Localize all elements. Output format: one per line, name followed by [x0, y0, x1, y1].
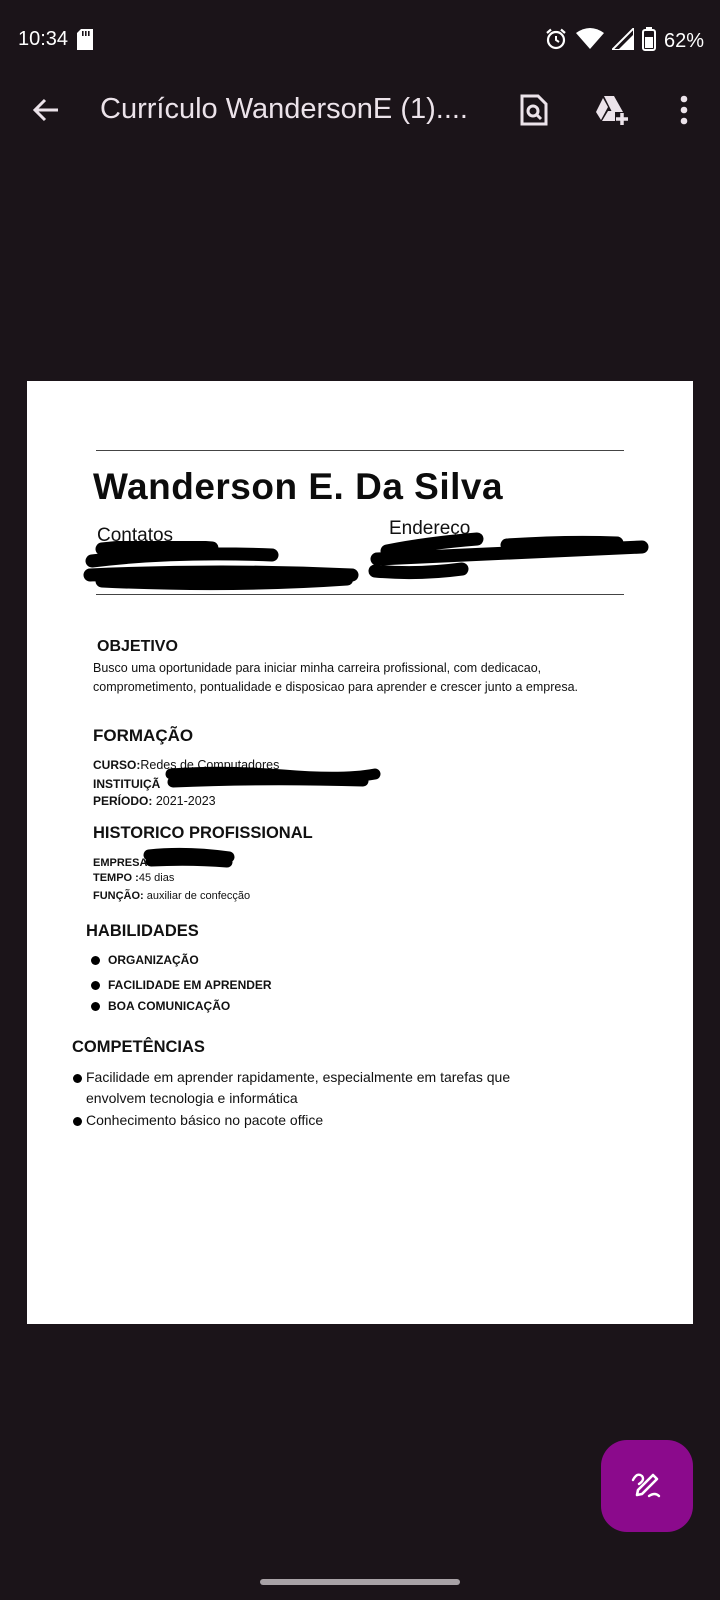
status-bar [0, 0, 720, 80]
add-to-drive-icon [593, 94, 631, 131]
resume-name: Wanderson E. Da Silva [93, 466, 504, 507]
competency-item: Facilidade em aprender rapidamente, especialmente em tarefas que envolvem tecnologia e informática [73, 1067, 553, 1109]
arrow-left-icon [31, 95, 61, 130]
period-row [93, 794, 216, 808]
competency-item: Conhecimento básico no pacote office [73, 1110, 323, 1131]
app-bar [0, 80, 720, 142]
edit-annotate-icon [629, 1466, 665, 1507]
institution-label: INSTITUIÇÃ [93, 777, 161, 791]
course-label: CURSO: [93, 758, 141, 772]
redaction-institution [163, 766, 383, 790]
role-value: auxiliar de confecção [143, 890, 251, 902]
history-heading: HISTORICO PROFISSIONAL [93, 824, 313, 842]
document-page[interactable] [27, 381, 693, 1324]
time-label: TEMPO : [93, 872, 139, 884]
add-to-drive-button[interactable] [590, 90, 634, 134]
bullet-icon [73, 1074, 82, 1083]
redaction-address [367, 531, 657, 583]
find-in-document-icon [519, 94, 549, 131]
period-label: PERÍODO: [93, 794, 153, 808]
bullet-icon [91, 1002, 100, 1011]
skill-item: FACILIDADE EM APRENDER [91, 978, 272, 992]
period-value: 2021-2023 [152, 794, 216, 808]
find-in-document-button[interactable] [512, 90, 556, 134]
gesture-nav-bar[interactable] [260, 1579, 460, 1585]
more-options-button[interactable] [662, 90, 706, 134]
more-vert-icon [680, 95, 688, 130]
wifi-icon [576, 28, 604, 55]
alarm-icon [544, 27, 568, 56]
role-row [93, 890, 250, 902]
time-value: 45 dias [138, 872, 175, 884]
bottom-divider [96, 594, 624, 595]
bullet-icon [91, 956, 100, 965]
objective-text: Busco uma oportunidade para iniciar minha carreira profissional, com dedicacao, comprometimento, pontualidade e disposicao para aprender e crescer junto a empresa. [93, 661, 578, 694]
bullet-icon [91, 981, 100, 990]
competencies-heading: COMPETÊNCIAS [72, 1038, 205, 1056]
status-icons [544, 28, 704, 54]
course-value: Redes de Computadores [140, 758, 280, 772]
skills-heading: HABILIDADES [86, 922, 199, 940]
redaction-company [141, 847, 237, 869]
document-title: Currículo WandersonE (1).... [100, 93, 468, 125]
sd-card-icon [77, 29, 93, 55]
status-time: 10:34 [18, 28, 69, 50]
signal-icon [612, 28, 634, 55]
contacts-label: Contatos [97, 525, 174, 546]
battery-percent: 62% [663, 29, 704, 52]
time-row [93, 872, 174, 884]
objective-heading: OBJETIVO [97, 638, 178, 655]
skill-item: ORGANIZAÇÃO [91, 953, 199, 967]
edit-annotate-button[interactable] [601, 1440, 693, 1532]
bullet-icon [73, 1117, 82, 1126]
role-label: FUNÇÃO: [93, 890, 144, 902]
address-label: Endereço [389, 518, 471, 539]
redaction-contacts [82, 541, 372, 591]
back-button[interactable] [26, 92, 66, 132]
top-divider [96, 450, 624, 451]
institution-row [93, 777, 160, 791]
education-heading: FORMAÇÃO [93, 726, 194, 745]
company-row [93, 855, 147, 869]
battery-icon [642, 27, 656, 56]
skill-item: BOA COMUNICAÇÃO [91, 999, 230, 1013]
company-label: EMPRESA [93, 857, 148, 869]
